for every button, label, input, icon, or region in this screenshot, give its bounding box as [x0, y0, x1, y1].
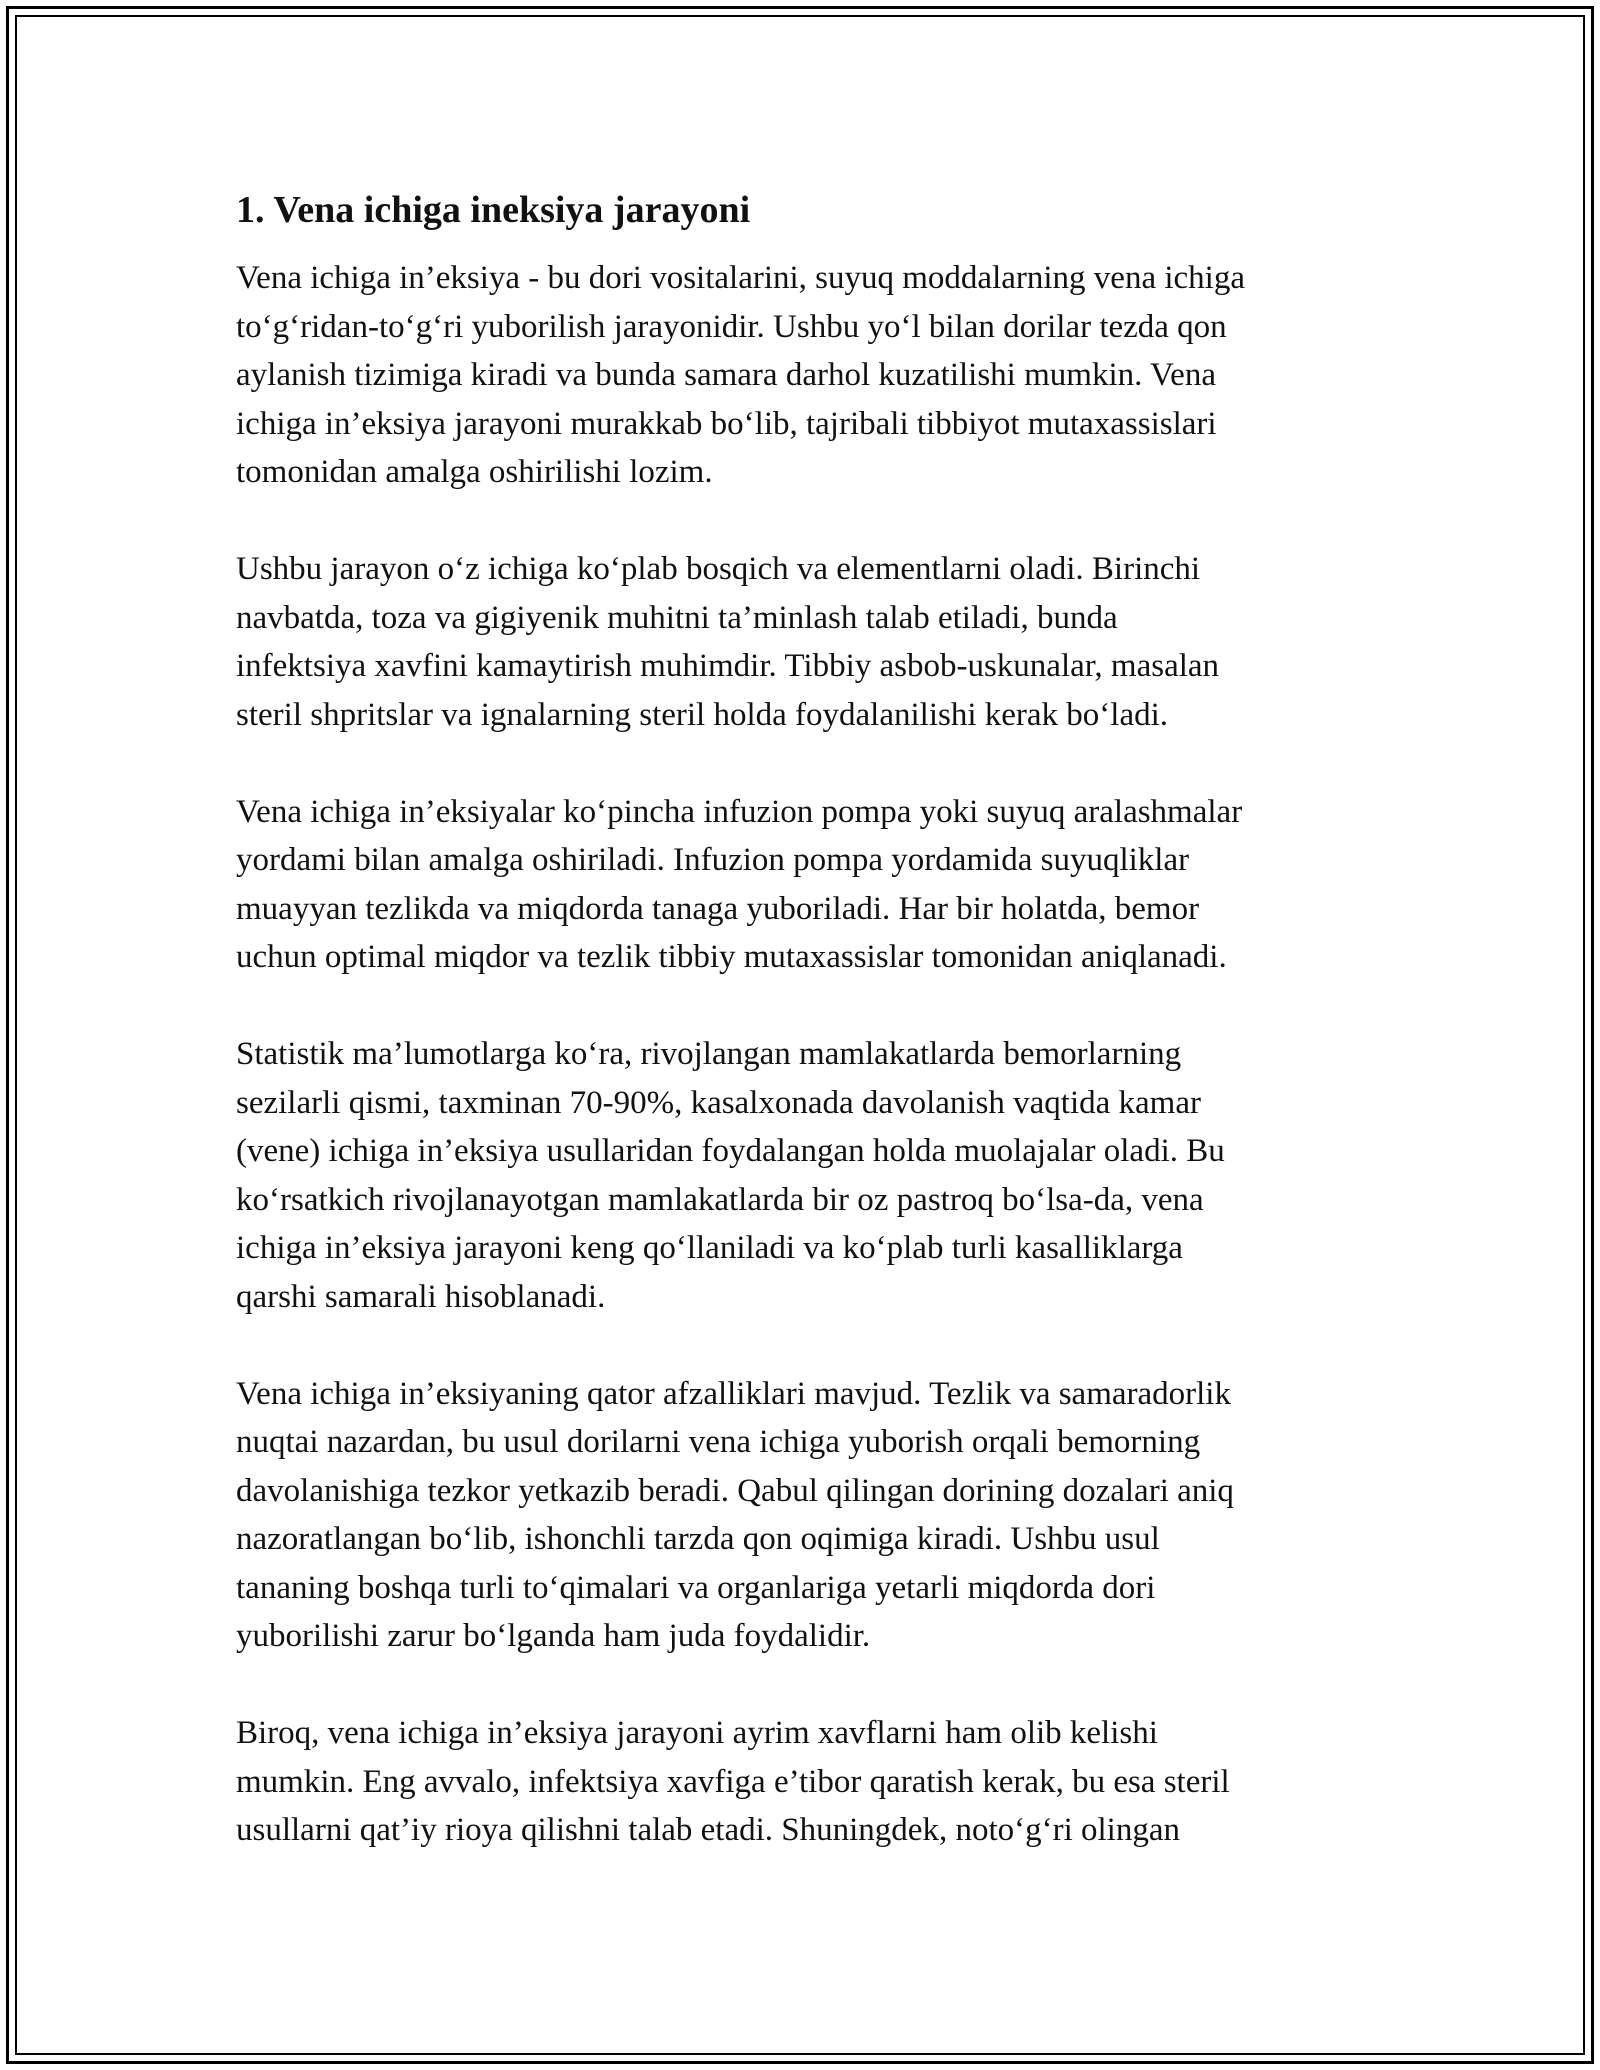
text-line: sezilarli qismi, taxminan 70-90%, kasalxonada davolanish vaqtida kamar: [236, 1084, 1201, 1121]
text-line: Biroq, vena ichiga in’eksiya jarayoni ayrim xavflarni ham olib kelishi: [236, 1715, 1158, 1751]
text-line: to‘g‘ridan-to‘g‘ri yuborilish jarayonidir. Ushbu yo‘l bilan dorilar tezda qon: [236, 308, 1227, 345]
text-line: Statistik ma’lumotlarga ko‘ra, rivojlangan mamlakatlarda bemorlarning: [236, 1036, 1182, 1072]
text-line: davolanishiga tezkor yetkazib beradi. Qabul qilingan dorining dozalari aniq: [236, 1472, 1234, 1509]
text-line: muayyan tezlikda va miqdorda tanaga yuboriladi. Har bir holatda, bemor: [236, 890, 1200, 927]
text-line: yuborilishi zarur bo‘lganda ham juda foydalidir.: [236, 1618, 871, 1654]
text-line: ichiga in’eksiya jarayoni murakkab bo‘lib, tajribali tibbiyot mutaxassislari: [236, 405, 1217, 442]
paragraph: [236, 1030, 1376, 1321]
text-line: ichiga in’eksiya jarayoni keng qo‘llaniladi va ko‘plab turli kasalliklarga: [236, 1230, 1183, 1266]
text-line: tananing boshqa turli to‘qimalari va organlariga yetarli miqdorda dori: [236, 1569, 1156, 1606]
text-line: (vene) ichiga in’eksiya usullaridan foydalangan holda muolajalar oladi. Bu: [236, 1133, 1225, 1169]
paragraph: [236, 1709, 1376, 1855]
text-line: nuqtai nazardan, bu usul dorilarni vena ichiga yuborish orqali bemorning: [236, 1424, 1201, 1460]
text-line: tomonidan amalga oshirilishi lozim.: [236, 454, 713, 490]
text-line: uchun optimal miqdor va tezlik tibbiy mutaxassislar tomonidan aniqlanadi.: [236, 939, 1227, 975]
text-line: steril shpritslar va ignalarning steril holda foydalanilishi kerak bo‘ladi.: [236, 696, 1169, 733]
text-line: qarshi samarali hisoblanadi.: [236, 1278, 606, 1315]
section-heading: 1. Vena ichiga ineksiya jarayoni: [236, 189, 751, 231]
text-line: infektsiya xavfini kamaytirish muhimdir. Tibbiy asbob-uskunalar, masalan: [236, 648, 1220, 684]
paragraph: [236, 545, 1376, 739]
text-line: Vena ichiga in’eksiyalar ko‘pincha infuzion pompa yoki suyuq aralashmalar: [236, 793, 1243, 830]
document-body: [236, 186, 1376, 1855]
paragraph: [236, 788, 1376, 982]
text-line: Ushbu jarayon o‘z ichiga ko‘plab bosqich va elementlarni oladi. Birinchi: [236, 551, 1201, 587]
text-line: usullarni qat’iy rioya qilishni talab etadi. Shuningdek, noto‘g‘ri olingan: [236, 1812, 1180, 1848]
text-line: mumkin. Eng avvalo, infektsiya xavfiga e’tibor qaratish kerak, bu esa steril: [236, 1763, 1230, 1800]
text-line: nazoratlangan bo‘lib, ishonchli tarzda qon oqimiga kiradi. Ushbu usul: [236, 1521, 1160, 1557]
text-line: navbatda, toza va gigiyenik muhitni ta’minlash talab etiladi, bunda: [236, 599, 1118, 636]
paragraph: [236, 1370, 1376, 1661]
text-line: yordami bilan amalga oshiriladi. Infuzion pompa yordamida suyuqliklar: [236, 842, 1190, 878]
text-line: Vena ichiga in’eksiya - bu dori vositalarini, suyuq moddalarning vena ichiga: [236, 260, 1245, 296]
text-line: ko‘rsatkich rivojlanayotgan mamlakatlarda bir oz pastroq bo‘lsa-da, vena: [236, 1181, 1204, 1218]
text-line: aylanish tizimiga kiradi va bunda samara darhol kuzatilishi mumkin. Vena: [236, 357, 1216, 393]
text-line: Vena ichiga in’eksiyaning qator afzalliklari mavjud. Tezlik va samaradorlik: [236, 1375, 1231, 1412]
paragraph: [236, 254, 1376, 497]
